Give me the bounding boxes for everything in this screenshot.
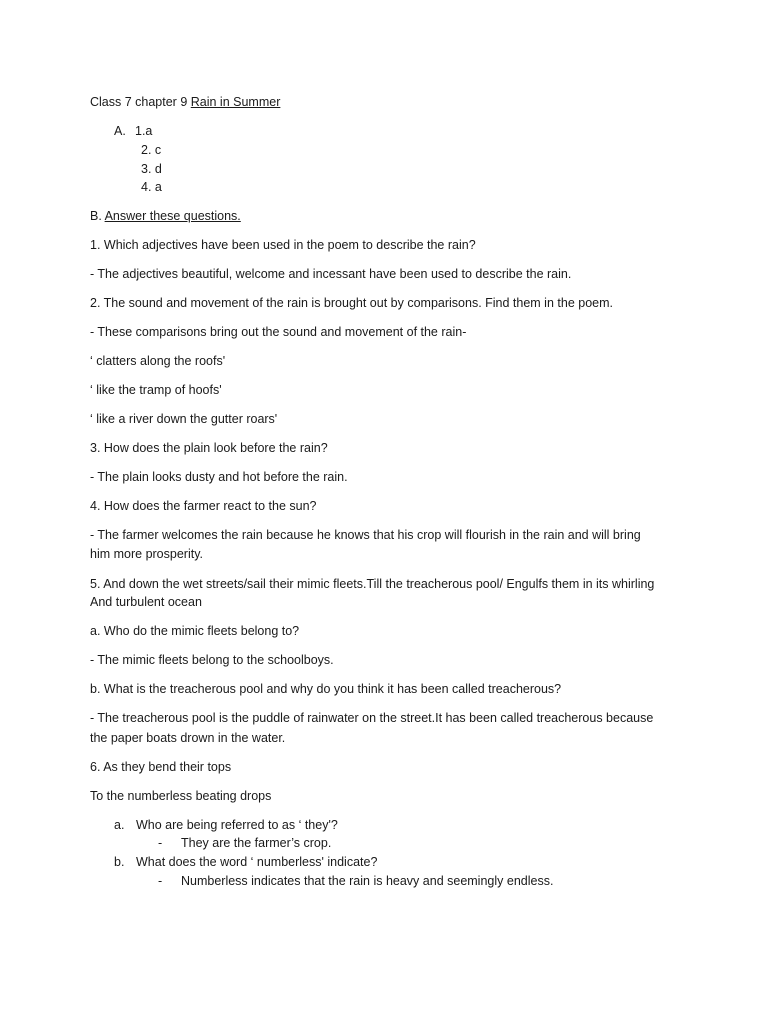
answer-6a-dash: - <box>158 836 163 850</box>
section-b-title: Answer these questions. <box>104 209 241 223</box>
section-a-marker: A. <box>114 124 126 138</box>
quote-1: ‘ clatters along the roofs' <box>90 354 226 368</box>
question-2: 2. The sound and movement of the rain is brought out by comparisons. Find them in the poem. <box>90 296 613 310</box>
question-5a: a. Who do the mimic fleets belong to? <box>90 624 300 638</box>
answer-4: 4. a <box>141 180 162 194</box>
section-b-heading <box>90 207 241 225</box>
quote-3: ‘ like a river down the gutter roars' <box>90 412 278 426</box>
answer-1: 1.a <box>135 124 153 138</box>
question-6b: What does the word ‘ numberless' indicate? <box>136 855 378 869</box>
chapter-title: Rain in Summer <box>190 95 281 109</box>
document-title <box>90 93 280 111</box>
question-6-line2: To the numberless beating drops <box>90 789 272 803</box>
question-6b-marker: b. <box>114 855 125 869</box>
answer-q2: - These comparisons bring out the sound and movement of the rain- <box>90 325 467 339</box>
answer-2: 2. c <box>141 143 162 157</box>
section-b-prefix: B. <box>90 209 105 223</box>
answer-q4-line1: - The farmer welcomes the rain because he knows that his crop will flourish in the rain and will bring <box>90 528 641 542</box>
question-6a-marker: a. <box>114 818 125 832</box>
question-5-line1: 5. And down the wet streets/sail their mimic fleets.Till the treacherous pool/ Engulfs them in its whirling <box>90 577 655 591</box>
question-6a: Who are being referred to as ‘ they'? <box>136 818 338 832</box>
question-6-line1: 6. As they bend their tops <box>90 760 232 774</box>
question-5b: b. What is the treacherous pool and why do you think it has been called treacherous? <box>90 682 562 696</box>
answer-3: 3. d <box>141 162 162 176</box>
question-4: 4. How does the farmer react to the sun? <box>90 499 317 513</box>
answer-q5a: - The mimic fleets belong to the schoolboys. <box>90 653 334 667</box>
answer-6b: Numberless indicates that the rain is heavy and seemingly endless. <box>181 874 554 888</box>
answer-q3: - The plain looks dusty and hot before the rain. <box>90 470 348 484</box>
question-5-line2: And turbulent ocean <box>90 595 202 609</box>
answer-6b-dash: - <box>158 874 163 888</box>
answer-q4-line2: him more prosperity. <box>90 547 203 561</box>
answer-q1: - The adjectives beautiful, welcome and incessant have been used to describe the rain. <box>90 267 572 281</box>
title-prefix: Class 7 chapter 9 <box>90 95 191 109</box>
answer-q5b-line2: the paper boats drown in the water. <box>90 731 286 745</box>
answer-6a: They are the farmer’s crop. <box>181 836 332 850</box>
answer-q5b-line1: - The treacherous pool is the puddle of rainwater on the street.It has been called treacherous because <box>90 711 654 725</box>
question-3: 3. How does the plain look before the rain? <box>90 441 328 455</box>
question-1: 1. Which adjectives have been used in the poem to describe the rain? <box>90 238 476 252</box>
quote-2: ‘ like the tramp of hoofs' <box>90 383 222 397</box>
